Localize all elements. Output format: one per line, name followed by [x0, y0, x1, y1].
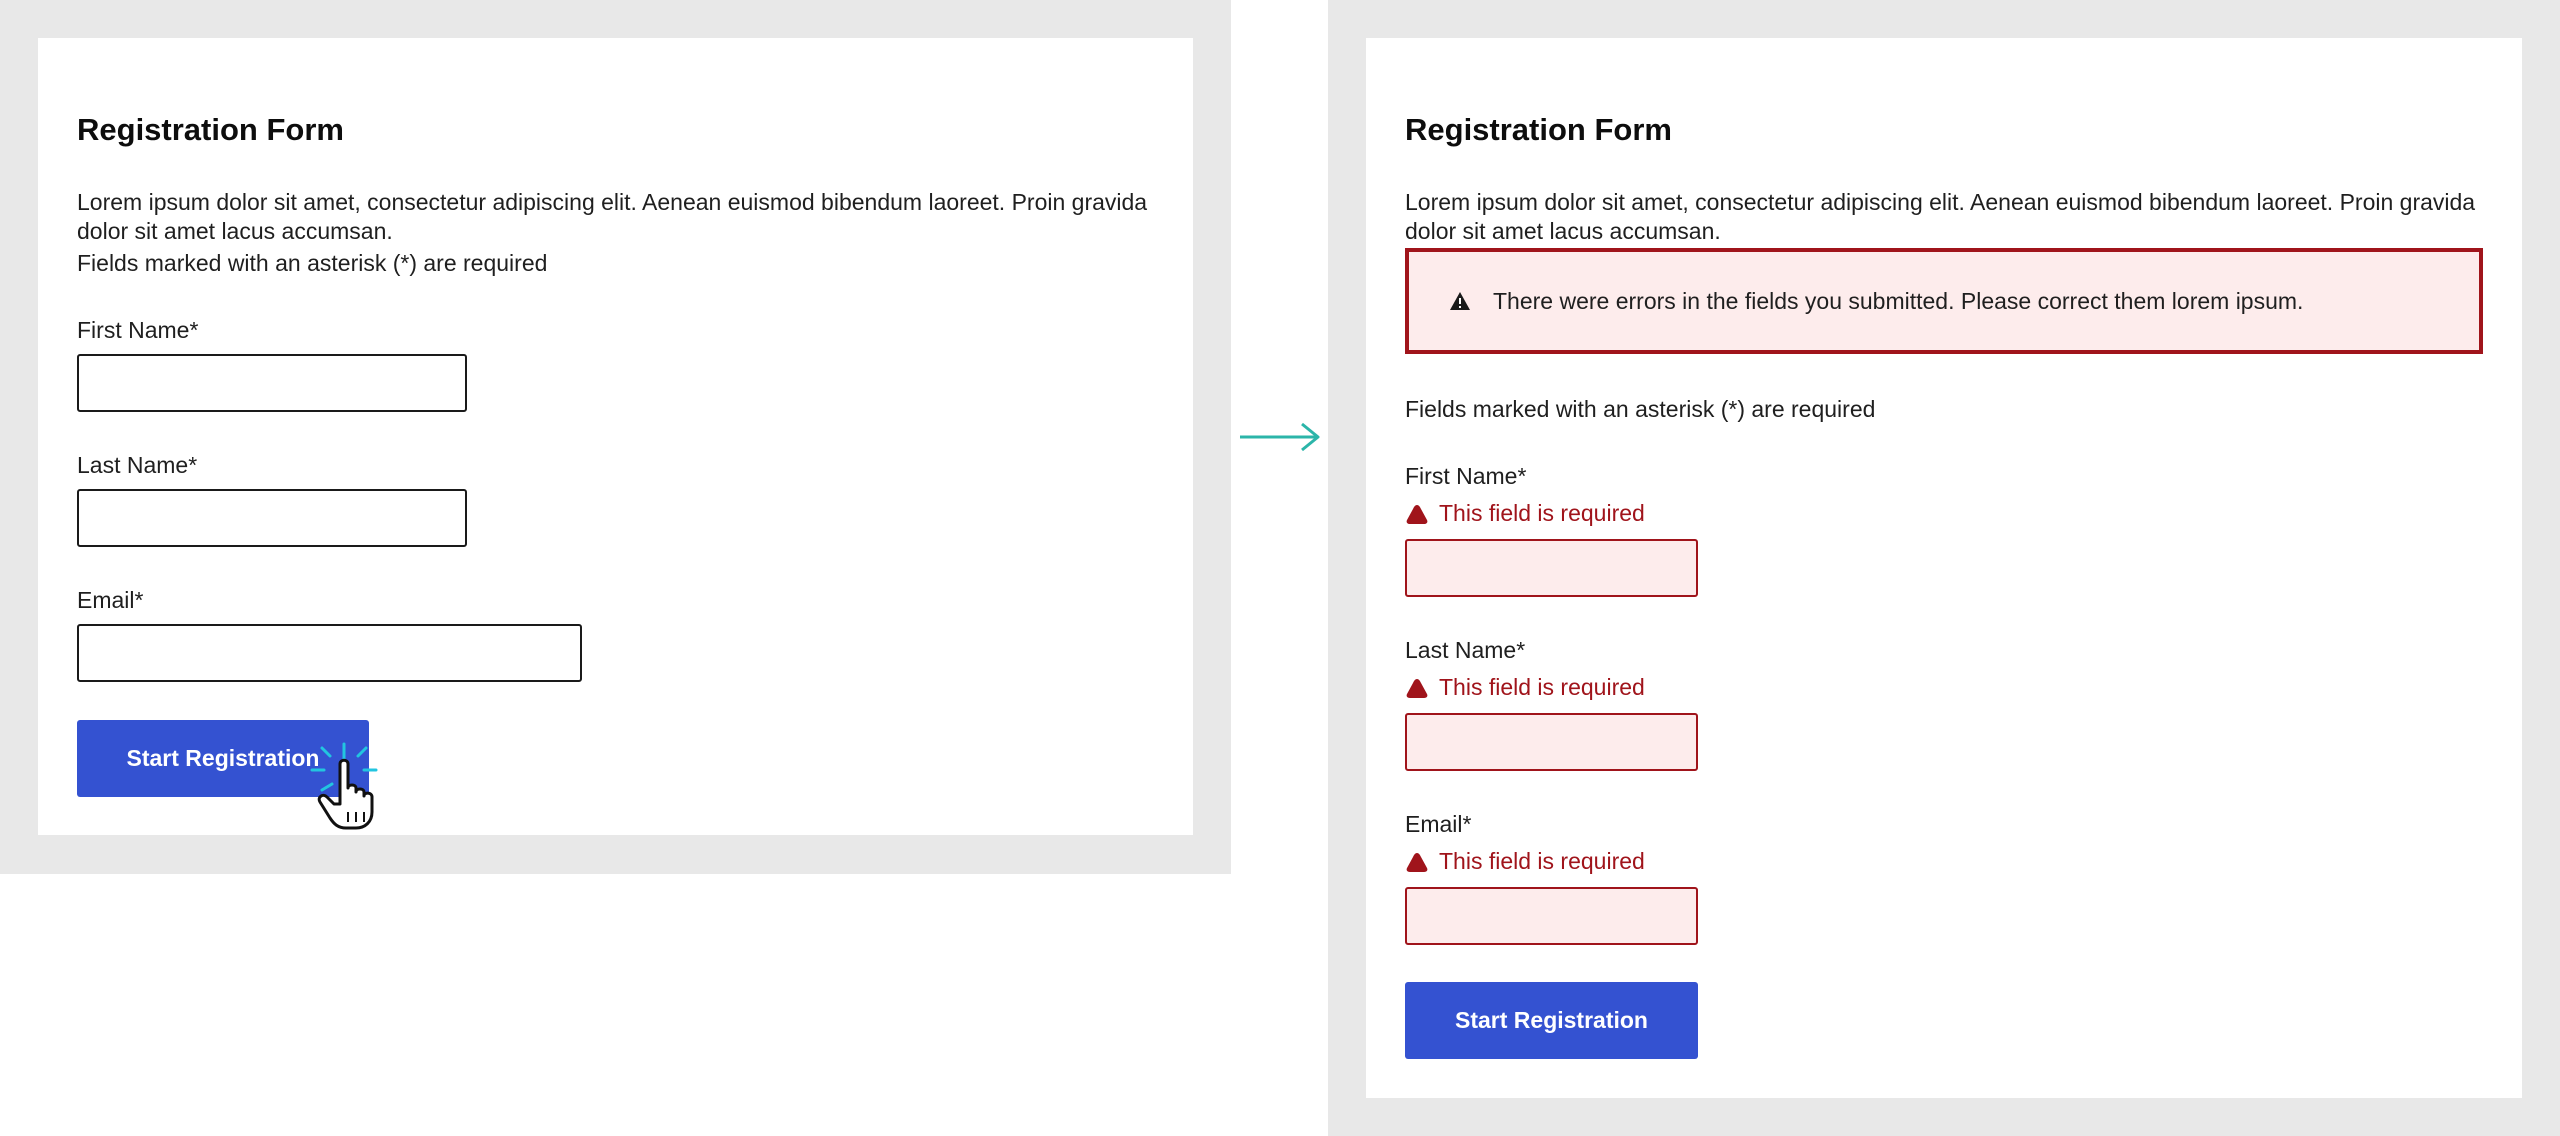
- email-label: Email*: [1405, 811, 1472, 837]
- email-input[interactable]: [77, 624, 582, 682]
- email-input[interactable]: [1405, 887, 1698, 945]
- required-note: Fields marked with an asterisk (*) are required: [1405, 396, 1876, 422]
- first-name-error-text: This field is required: [1439, 500, 1645, 526]
- error-alert-icon: [1405, 503, 1429, 525]
- first-name-error: [1405, 500, 1645, 527]
- warning-triangle-icon: [1449, 291, 1471, 311]
- form-intro: Lorem ipsum dolor sit amet, consectetur adipiscing elit. Aenean euismod bibendum laoreet. Proin gravida dolor sit amet lacus accumsan.: [77, 189, 1148, 244]
- first-name-input[interactable]: [77, 354, 467, 412]
- last-name-error-text: This field is required: [1439, 674, 1645, 700]
- form-title: Registration Form: [1405, 112, 1672, 147]
- error-alert-icon: [1405, 851, 1429, 873]
- required-note: Fields marked with an asterisk (*) are required: [77, 250, 548, 276]
- registration-form-card: [38, 38, 1193, 835]
- error-alert-icon: [1405, 677, 1429, 699]
- email-label: Email*: [77, 587, 144, 613]
- first-name-input[interactable]: [1405, 539, 1698, 597]
- form-title: Registration Form: [77, 112, 344, 147]
- start-registration-button[interactable]: Start Registration: [77, 720, 369, 797]
- last-name-label: Last Name*: [77, 452, 198, 478]
- email-error-text: This field is required: [1439, 848, 1645, 874]
- registration-form-card-errors: [1366, 38, 2522, 1098]
- form-intro: Lorem ipsum dolor sit amet, consectetur adipiscing elit. Aenean euismod bibendum laoreet. Proin gravida dolor sit amet lacus accumsan.: [1405, 189, 2476, 244]
- last-name-input[interactable]: [77, 489, 467, 547]
- error-banner-text: There were errors in the fields you submitted. Please correct them lorem ipsum.: [1493, 287, 2304, 314]
- last-name-label: Last Name*: [1405, 637, 1526, 663]
- after-state-panel: [1328, 0, 2560, 1136]
- first-name-label: First Name*: [77, 317, 199, 343]
- hand-pointer-click-icon: [310, 740, 380, 830]
- last-name-input[interactable]: [1405, 713, 1698, 771]
- start-registration-button[interactable]: Start Registration: [1405, 982, 1698, 1059]
- first-name-label: First Name*: [1405, 463, 1527, 489]
- arrow-right-icon: [1238, 420, 1322, 454]
- email-error: [1405, 848, 1645, 875]
- error-summary-banner: [1405, 248, 2483, 354]
- before-state-panel: [0, 0, 1231, 874]
- last-name-error: [1405, 674, 1645, 701]
